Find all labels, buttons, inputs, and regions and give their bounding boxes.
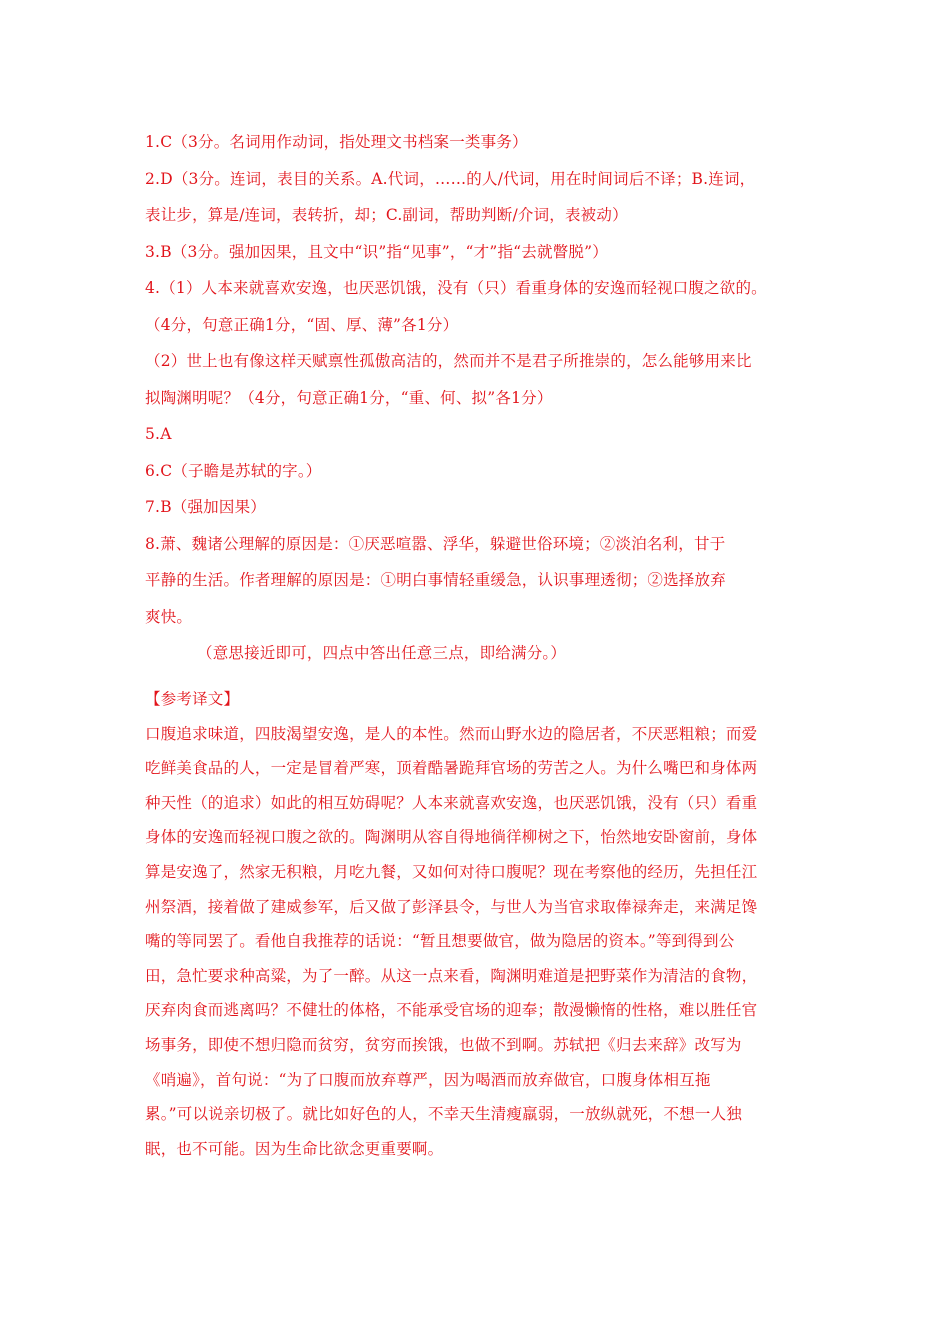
- translation-line: 场事务，即使不想归隐而贫穷，贫穷而挨饿，也做不到啊。苏轼把《归去来辞》改写为: [145, 1035, 742, 1054]
- translation-line: 《哨遍》，首句说：“为了口腹而放弃尊严，因为喝酒而放弃做官，口腹身体相互拖: [145, 1070, 711, 1089]
- translation-line: 身体的安逸而轻视口腹之欲的。陶渊明从容自得地徜徉柳树之下，怡然地安卧窗前，身体: [145, 828, 758, 847]
- translation-line: 吃鲜美食品的人，一定是冒着严寒，顶着酷暑跪拜官场的劳苦之人。为什么嘴巴和身体两: [145, 759, 758, 778]
- answer-line-7: 7.B（强加因果）: [145, 498, 266, 516]
- answer-line-2-cont: 表让步，算是/连词，表转折，却；C.副词，帮助判断/介词，表被动）: [145, 206, 628, 224]
- answer-line-1: 1.C（3分。名词用作动词，指处理文书档案一类事务）: [145, 133, 528, 151]
- answer-line-6: 6.C（子瞻是苏轼的字。）: [145, 461, 322, 480]
- translation-line: 眠，也不可能。因为生命比欲念更重要啊。: [145, 1139, 444, 1158]
- answer-line-8-cont-1: 平静的生活。作者理解的原因是：①明白事情轻重缓急，认识事理透彻；②选择放弃: [145, 571, 726, 589]
- translation-line: 算是安逸了，然家无积粮，月吃九餐，又如何对待口腹呢？现在考察他的经历，先担任江: [145, 862, 758, 881]
- answer-line-2: 2.D（3分。连词，表目的关系。A.代词，……的人/代词，用在时间词后不译；B.连词，: [145, 169, 756, 188]
- translation-line: 嘴的等同罢了。看他自我推荐的话说：“暂且想要做官，做为隐居的资本。”等到得到公: [145, 932, 735, 951]
- translation-line: 州祭酒，接着做了建威参军，后又做了彭泽县令，与世人为当官求取俸禄奔走，来满足馋: [145, 897, 758, 916]
- answer-key: [145, 124, 810, 672]
- reference-translation: [145, 682, 810, 1166]
- translation-line: 种天性（的追求）如此的相互妨碍呢？人本来就喜欢安逸，也厌恶饥饿，没有（只）看重: [145, 793, 758, 812]
- answer-scoring-note: （意思接近即可，四点中答出任意三点，即给满分。）: [197, 644, 567, 662]
- answer-line-3: 3.B（3分。强加因果，且文中“识”指“见事”，“才”指“去就瞥脱”）: [145, 242, 608, 261]
- answer-line-5: 5.A: [145, 425, 172, 443]
- answer-line-8-cont-2: 爽快。: [145, 607, 193, 626]
- translation-line: 口腹追求味道，四肢渴望安逸，是人的本性。然而山野水边的隐居者，不厌恶粗粮；而爱: [145, 724, 758, 743]
- translation-line: 累。”可以说亲切极了。就比如好色的人，不幸天生清瘦羸弱，一放纵就死，不想一人独: [145, 1105, 742, 1124]
- answer-line-4-1-score: （4分，句意正确1分，“固、厚、薄”各1分）: [145, 315, 459, 334]
- translation-line: 田，急忙要求种高粱，为了一醉。从这一点来看，陶渊明难道是把野菜作为清洁的食物，: [145, 966, 758, 985]
- answer-line-4-2: （2）世上也有像这样天赋禀性孤傲高洁的，然而并不是君子所推崇的，怎么能够用来比: [145, 352, 752, 370]
- answer-line-4-1: 4.（1）人本来就喜欢安逸，也厌恶饥饿，没有（只）看重身体的安逸而轻视口腹之欲的。: [145, 279, 767, 297]
- answer-line-4-2-cont: 拟陶渊明呢？（4分，句意正确1分，“重、何、拟”各1分）: [145, 388, 553, 407]
- answer-line-8: 8.萧、魏诸公理解的原因是：①厌恶喧嚣、浮华，躲避世俗环境；②淡泊名利，甘于: [145, 534, 726, 553]
- translation-line: 厌弃肉食而逃离吗？不健壮的体格，不能承受官场的迎奉；散漫懒惰的性格，难以胜任官: [145, 1001, 758, 1020]
- translation-title: 【参考译文】: [145, 690, 240, 708]
